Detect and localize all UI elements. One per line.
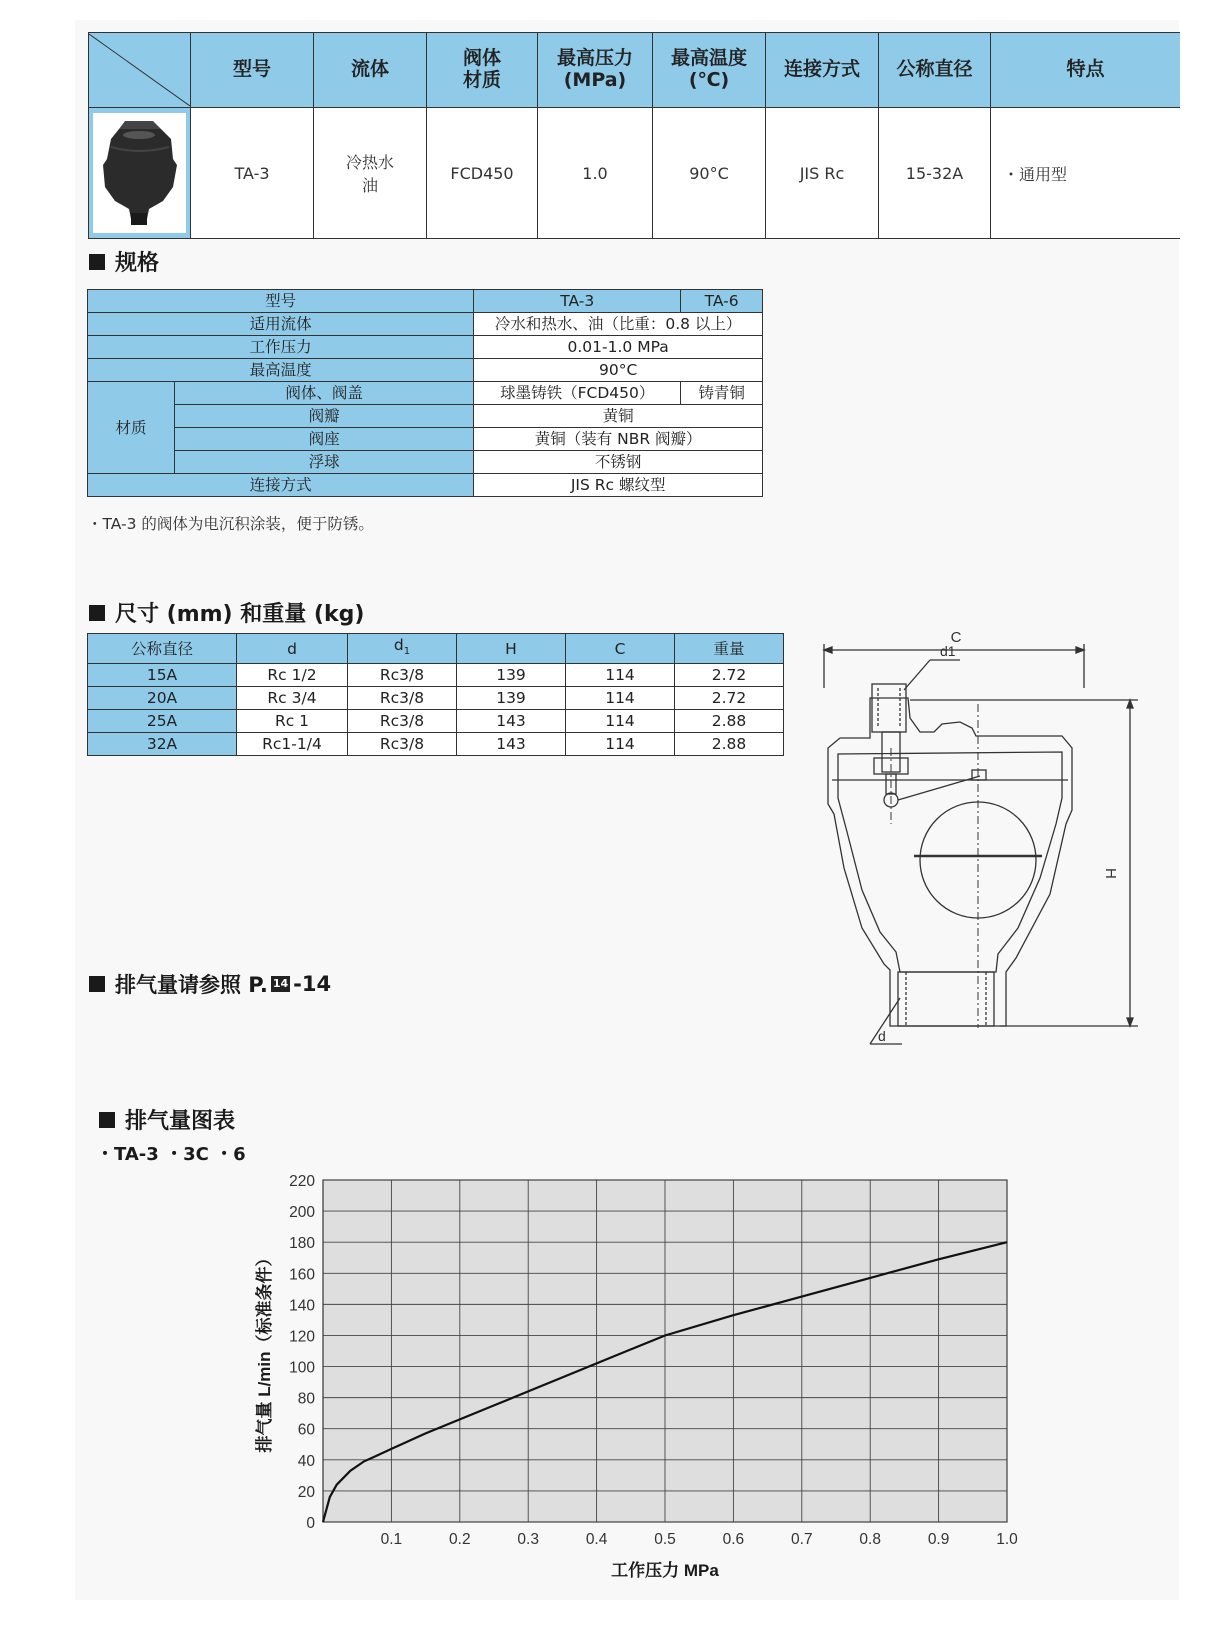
header-feature-text: 特点 — [1066, 58, 1105, 81]
header-nominal-diameter — [879, 33, 991, 108]
y-tick-label: 120 — [289, 1328, 315, 1346]
x-tick-label: 0.8 — [859, 1531, 881, 1548]
y-tick-label: 40 — [297, 1452, 315, 1470]
dim-header-nominal: 公称直径 — [88, 634, 237, 664]
dim-cell: 25A — [88, 710, 237, 733]
spec-disc-label: 阀瓣 — [175, 405, 474, 428]
dim-cell: 2.72 — [675, 664, 784, 687]
chart-subtitle: ・TA-3 ・3C ・6 — [96, 1144, 246, 1165]
cell-nominal-diameter: 15-32A — [879, 108, 991, 239]
dim-cell: Rc3/8 — [348, 664, 457, 687]
dim-header-d: d — [237, 634, 348, 664]
cell-connection: JIS Rc — [766, 108, 879, 239]
spec-header-ta3: TA-3 — [474, 290, 681, 313]
dim-cell: 139 — [457, 687, 566, 710]
x-tick-label: 0.3 — [517, 1531, 539, 1548]
bullet-square-icon — [89, 976, 105, 992]
bullet-square-icon — [89, 605, 105, 621]
spec-row-fluid — [88, 313, 763, 336]
header-max-temp — [653, 33, 766, 108]
drawing-label-d1: d1 — [940, 643, 956, 659]
dim-cell: Rc3/8 — [348, 710, 457, 733]
chart-title-text: 排气量图表 — [125, 1109, 236, 1134]
x-tick-label: 0.1 — [380, 1531, 403, 1548]
dim-header-weight: 重量 — [675, 634, 784, 664]
header-max-pressure — [538, 33, 653, 108]
y-tick-label: 80 — [297, 1390, 315, 1408]
x-tick-label: 0.2 — [449, 1531, 471, 1548]
dim-cell: Rc 3/4 — [237, 687, 348, 710]
table-row — [88, 710, 784, 733]
spec-body-ta3: 球墨铸铁（FCD450） — [474, 382, 681, 405]
spec-conn-value: JIS Rc 螺纹型 — [474, 474, 763, 497]
header-fluid — [314, 33, 427, 108]
spec-header-row — [88, 290, 763, 313]
dim-cell: 2.88 — [675, 733, 784, 756]
dim-header-d1 — [348, 634, 457, 664]
x-tick-label: 0.6 — [722, 1531, 745, 1548]
dim-cell: 20A — [88, 687, 237, 710]
table-row — [88, 733, 784, 756]
spec-header-ta6: TA-6 — [681, 290, 763, 313]
spec-material-label: 材质 — [88, 382, 175, 474]
y-tick-label: 0 — [306, 1515, 315, 1532]
spec-row-disc — [88, 405, 763, 428]
spec-section-title — [89, 246, 159, 277]
cell-fluid-text: 冷热水 油 — [345, 153, 394, 195]
dim-cell: 114 — [566, 664, 675, 687]
spec-body-ta6: 铸青铜 — [681, 382, 763, 405]
y-axis-label: 排气量 L/min（标准条件） — [255, 1249, 274, 1453]
spec-fluid-value: 冷水和热水、油（比重：0.8 以上） — [474, 313, 763, 336]
dim-cell: Rc 1 — [237, 710, 348, 733]
cell-feature: ・通用型 — [991, 108, 1181, 239]
spec-disc-value: 黄铜 — [474, 405, 763, 428]
dimension-table — [87, 633, 784, 756]
dim-cell: Rc1-1/4 — [237, 733, 348, 756]
exhaust-ref-suffix: -14 — [293, 972, 332, 996]
y-tick-label: 180 — [289, 1235, 315, 1253]
y-tick-label: 160 — [289, 1266, 315, 1284]
y-tick-label: 100 — [289, 1359, 315, 1377]
exhaust-chart — [250, 1170, 1080, 1600]
header-fluid-text: 流体 — [350, 58, 389, 81]
drawing-label-d: d — [878, 1028, 886, 1044]
header-connection-text: 连接方式 — [783, 58, 860, 81]
diagonal-line — [89, 34, 190, 106]
valve-cross-section-drawing — [810, 628, 1140, 1058]
dim-cell: 114 — [566, 733, 675, 756]
header-feature — [991, 33, 1181, 108]
dim-cell: 15A — [88, 664, 237, 687]
product-header-row — [89, 33, 1181, 108]
dim-cell: 2.88 — [675, 710, 784, 733]
dim-cell: 143 — [457, 733, 566, 756]
header-body-material — [427, 33, 538, 108]
dim-cell: 143 — [457, 710, 566, 733]
dim-section-title — [89, 597, 364, 628]
product-image-cell — [89, 108, 191, 239]
bullet-square-icon — [89, 254, 105, 270]
spec-body-label: 阀体、阀盖 — [175, 382, 474, 405]
diagonal-header-cell — [89, 33, 191, 108]
exhaust-ref-prefix: 排气量请参照 P. — [115, 973, 268, 997]
y-tick-label: 200 — [289, 1204, 315, 1222]
dim-cell: 114 — [566, 687, 675, 710]
spec-float-label: 浮球 — [175, 451, 474, 474]
cell-body-material: FCD450 — [427, 108, 538, 239]
valve-photo-image — [89, 109, 190, 237]
cell-max-pressure: 1.0 — [538, 108, 653, 239]
spec-title-text: 规格 — [115, 251, 160, 276]
dim-cell: 114 — [566, 710, 675, 733]
header-connection — [766, 33, 879, 108]
spec-float-value: 不锈钢 — [474, 451, 763, 474]
header-body-material-text: 阀体 材质 — [462, 47, 501, 91]
spec-seat-label: 阀座 — [175, 428, 474, 451]
header-model — [191, 33, 314, 108]
spec-pressure-value: 0.01-1.0 MPa — [474, 336, 763, 359]
spec-row-seat — [88, 428, 763, 451]
spec-row-temp — [88, 359, 763, 382]
dim-header-d1-text: $d_1$ — [393, 636, 411, 658]
dim-cell: 2.72 — [675, 687, 784, 710]
x-tick-label: 0.4 — [585, 1531, 608, 1548]
cell-fluid — [314, 108, 427, 239]
spec-seat-value: 黄铜（装有 NBR 阀瓣） — [474, 428, 763, 451]
spec-pressure-label: 工作压力 — [88, 336, 474, 359]
dim-cell: Rc 1/2 — [237, 664, 348, 687]
header-nominal-diameter-text: 公称直径 — [896, 58, 973, 81]
x-tick-label: 1.0 — [996, 1531, 1018, 1548]
cell-model: TA-3 — [191, 108, 314, 239]
dim-cell: Rc3/8 — [348, 733, 457, 756]
spec-header-label: 型号 — [88, 290, 474, 313]
dim-header-row — [88, 634, 784, 664]
x-axis-label: 工作压力 MPa — [611, 1561, 719, 1580]
spec-conn-label: 连接方式 — [88, 474, 474, 497]
spec-note: ・TA-3 的阀体为电沉积涂装，便于防锈。 — [87, 515, 374, 533]
exhaust-ref-title — [89, 969, 331, 999]
dim-cell: 32A — [88, 733, 237, 756]
y-tick-label: 60 — [297, 1421, 315, 1439]
header-max-temp-text: 最高温度 (℃) — [670, 47, 747, 91]
spec-row-body — [88, 382, 763, 405]
chart-section-title — [99, 1104, 235, 1135]
spec-row-connection — [88, 474, 763, 497]
spec-row-pressure — [88, 336, 763, 359]
dim-cell: 139 — [457, 664, 566, 687]
dim-cell: Rc3/8 — [348, 687, 457, 710]
dim-header-h: H — [457, 634, 566, 664]
x-tick-label: 0.7 — [791, 1531, 813, 1548]
header-max-pressure-text: 最高压力 (MPa) — [556, 47, 633, 91]
spec-temp-value: 90°C — [474, 359, 763, 382]
drawing-label-c: C — [950, 629, 962, 646]
product-data-row — [89, 108, 1181, 239]
drawing-label-h: H — [1102, 868, 1119, 879]
y-tick-label: 220 — [289, 1173, 315, 1190]
bullet-square-icon — [99, 1112, 115, 1128]
spec-row-float — [88, 451, 763, 474]
header-model-text: 型号 — [232, 58, 271, 81]
y-tick-label: 20 — [297, 1483, 315, 1501]
dim-header-c: C — [566, 634, 675, 664]
x-tick-label: 0.9 — [927, 1531, 950, 1548]
y-tick-label: 140 — [289, 1297, 315, 1315]
spec-table — [87, 289, 763, 497]
dim-title-text: 尺寸 (mm) 和重量 (kg) — [115, 602, 365, 627]
product-table — [88, 32, 1180, 239]
table-row — [88, 687, 784, 710]
x-tick-label: 0.5 — [654, 1531, 676, 1548]
page-ref-badge: 14 — [272, 977, 289, 990]
table-row — [88, 664, 784, 687]
cell-max-temp: 90°C — [653, 108, 766, 239]
spec-fluid-label: 适用流体 — [88, 313, 474, 336]
spec-temp-label: 最高温度 — [88, 359, 474, 382]
